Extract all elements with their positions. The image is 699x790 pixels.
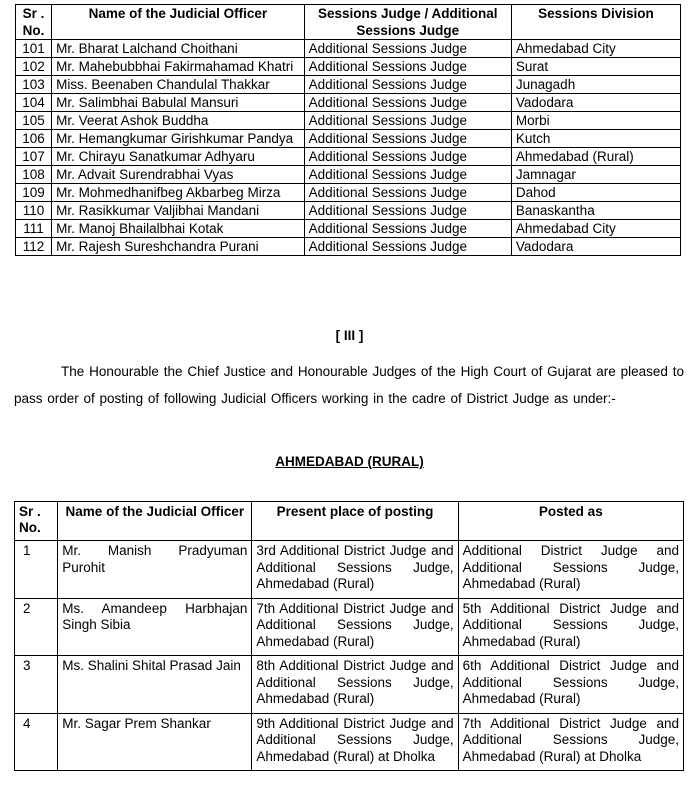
cell-officer-name: Mr. Manoj Bhailalbhai Kotak bbox=[52, 220, 305, 238]
table-row bbox=[16, 166, 681, 184]
cell-officer-name: Mr. Mahebubbhai Fakirmahamad Khatri bbox=[52, 58, 305, 76]
table-row bbox=[16, 130, 681, 148]
cell-sr-no: 111 bbox=[16, 220, 52, 238]
cell-present-posting: 9th Additional District Judge and Additional Sessions Judge, Ahmedabad (Rural) at Dholka bbox=[252, 713, 458, 771]
cell-sessions-division: Ahmedabad (Rural) bbox=[511, 148, 680, 166]
order-paragraph: The Honourable the Chief Justice and Honourable Judges of the High Court of Gujarat are pleased to pass order of posting of following Judicial Officers working in the cadre of District Judge as under:- bbox=[14, 364, 684, 406]
cell-sr-no: 1 bbox=[15, 541, 58, 599]
cell-officer-name: Mr. Mohmedhanifbeg Akbarbeg Mirza bbox=[52, 184, 305, 202]
cell-designation: Additional Sessions Judge bbox=[304, 112, 511, 130]
table-row bbox=[16, 40, 681, 58]
cell-sessions-division: Junagadh bbox=[511, 76, 680, 94]
cell-sr-no: 104 bbox=[16, 94, 52, 112]
header-designation: Sessions Judge / Additional Sessions Judge bbox=[304, 5, 511, 40]
cell-sr-no: 105 bbox=[16, 112, 52, 130]
cell-designation: Additional Sessions Judge bbox=[304, 40, 511, 58]
cell-posted-as: 6th Additional District Judge and Additional Sessions Judge, Ahmedabad (Rural) bbox=[458, 656, 683, 714]
cell-designation: Additional Sessions Judge bbox=[304, 94, 511, 112]
header-sessions-division: Sessions Division bbox=[511, 5, 680, 40]
table-header-row bbox=[16, 5, 681, 40]
cell-present-posting: 8th Additional District Judge and Additional Sessions Judge, Ahmedabad (Rural) bbox=[252, 656, 458, 714]
cell-designation: Additional Sessions Judge bbox=[304, 238, 511, 256]
cell-officer-name: Mr. Rajesh Sureshchandra Purani bbox=[52, 238, 305, 256]
cell-sr-no: 107 bbox=[16, 148, 52, 166]
header-posted-as: Posted as bbox=[458, 502, 683, 541]
cell-sessions-division: Dahod bbox=[511, 184, 680, 202]
cell-sr-no: 101 bbox=[16, 40, 52, 58]
cell-sr-no: 108 bbox=[16, 166, 52, 184]
table-row bbox=[16, 112, 681, 130]
cell-officer-name: Mr. Sagar Prem Shankar bbox=[58, 713, 252, 771]
cell-officer-name: Mr. Salimbhai Babulal Mansuri bbox=[52, 94, 305, 112]
cell-sessions-division: Jamnagar bbox=[511, 166, 680, 184]
table-row bbox=[16, 220, 681, 238]
section-marker: [ III ] bbox=[335, 328, 364, 343]
cell-designation: Additional Sessions Judge bbox=[304, 184, 511, 202]
table-row bbox=[16, 58, 681, 76]
cell-officer-name: Mr. Chirayu Sanatkumar Adhyaru bbox=[52, 148, 305, 166]
cell-sr-no: 103 bbox=[16, 76, 52, 94]
table-row bbox=[16, 202, 681, 220]
table-row bbox=[16, 148, 681, 166]
cell-officer-name: Mr. Rasikkumar Valjibhai Mandani bbox=[52, 202, 305, 220]
cell-officer-name: Mr. Bharat Lalchand Choithani bbox=[52, 40, 305, 58]
table-row bbox=[16, 238, 681, 256]
cell-sessions-division: Banaskantha bbox=[511, 202, 680, 220]
table-row bbox=[16, 94, 681, 112]
cell-sr-no: 109 bbox=[16, 184, 52, 202]
header-sr-no: Sr . No. bbox=[16, 5, 52, 40]
table-row bbox=[15, 656, 684, 714]
district-judges-posting-table bbox=[14, 501, 684, 771]
cell-sr-no: 4 bbox=[15, 713, 58, 771]
cell-sessions-division: Surat bbox=[511, 58, 680, 76]
cell-officer-name: Mr. Veerat Ashok Buddha bbox=[52, 112, 305, 130]
cell-officer-name: Mr. Manish Pradyuman Purohit bbox=[58, 541, 252, 599]
cell-sr-no: 106 bbox=[16, 130, 52, 148]
cell-designation: Additional Sessions Judge bbox=[304, 130, 511, 148]
sessions-judges-table bbox=[15, 4, 681, 256]
cell-posted-as: Additional District Judge and Additional Sessions Judge, Ahmedabad (Rural) bbox=[458, 541, 683, 599]
table-header-row bbox=[15, 502, 684, 541]
cell-sr-no: 102 bbox=[16, 58, 52, 76]
table-row bbox=[16, 76, 681, 94]
cell-designation: Additional Sessions Judge bbox=[304, 220, 511, 238]
cell-sr-no: 3 bbox=[15, 656, 58, 714]
cell-posted-as: 7th Additional District Judge and Additional Sessions Judge, Ahmedabad (Rural) at Dholka bbox=[458, 713, 683, 771]
cell-sessions-division: Ahmedabad City bbox=[511, 40, 680, 58]
table-row bbox=[15, 541, 684, 599]
cell-officer-name: Ms. Amandeep Harbhajan Singh Sibia bbox=[58, 598, 252, 656]
header-officer-name: Name of the Judicial Officer bbox=[52, 5, 305, 40]
cell-officer-name: Mr. Hemangkumar Girishkumar Pandya bbox=[52, 130, 305, 148]
cell-officer-name: Miss. Beenaben Chandulal Thakkar bbox=[52, 76, 305, 94]
header-sr-no: Sr . No. bbox=[15, 502, 58, 541]
cell-sessions-division: Kutch bbox=[511, 130, 680, 148]
cell-designation: Additional Sessions Judge bbox=[304, 202, 511, 220]
cell-sessions-division: Vadodara bbox=[511, 94, 680, 112]
district-heading: AHMEDABAD (RURAL) bbox=[275, 454, 424, 469]
table-row bbox=[16, 184, 681, 202]
table-row bbox=[15, 713, 684, 771]
cell-designation: Additional Sessions Judge bbox=[304, 148, 511, 166]
cell-sessions-division: Ahmedabad City bbox=[511, 220, 680, 238]
cell-sr-no: 112 bbox=[16, 238, 52, 256]
header-present-posting: Present place of posting bbox=[252, 502, 458, 541]
cell-posted-as: 5th Additional District Judge and Additional Sessions Judge, Ahmedabad (Rural) bbox=[458, 598, 683, 656]
cell-present-posting: 7th Additional District Judge and Additional Sessions Judge, Ahmedabad (Rural) bbox=[252, 598, 458, 656]
cell-designation: Additional Sessions Judge bbox=[304, 58, 511, 76]
cell-sessions-division: Vadodara bbox=[511, 238, 680, 256]
table-row bbox=[15, 598, 684, 656]
cell-sessions-division: Morbi bbox=[511, 112, 680, 130]
cell-sr-no: 110 bbox=[16, 202, 52, 220]
cell-designation: Additional Sessions Judge bbox=[304, 166, 511, 184]
cell-officer-name: Ms. Shalini Shital Prasad Jain bbox=[58, 656, 252, 714]
cell-present-posting: 3rd Additional District Judge and Additional Sessions Judge, Ahmedabad (Rural) bbox=[252, 541, 458, 599]
cell-designation: Additional Sessions Judge bbox=[304, 76, 511, 94]
cell-sr-no: 2 bbox=[15, 598, 58, 656]
cell-officer-name: Mr. Advait Surendrabhai Vyas bbox=[52, 166, 305, 184]
header-officer-name: Name of the Judicial Officer bbox=[58, 502, 252, 541]
